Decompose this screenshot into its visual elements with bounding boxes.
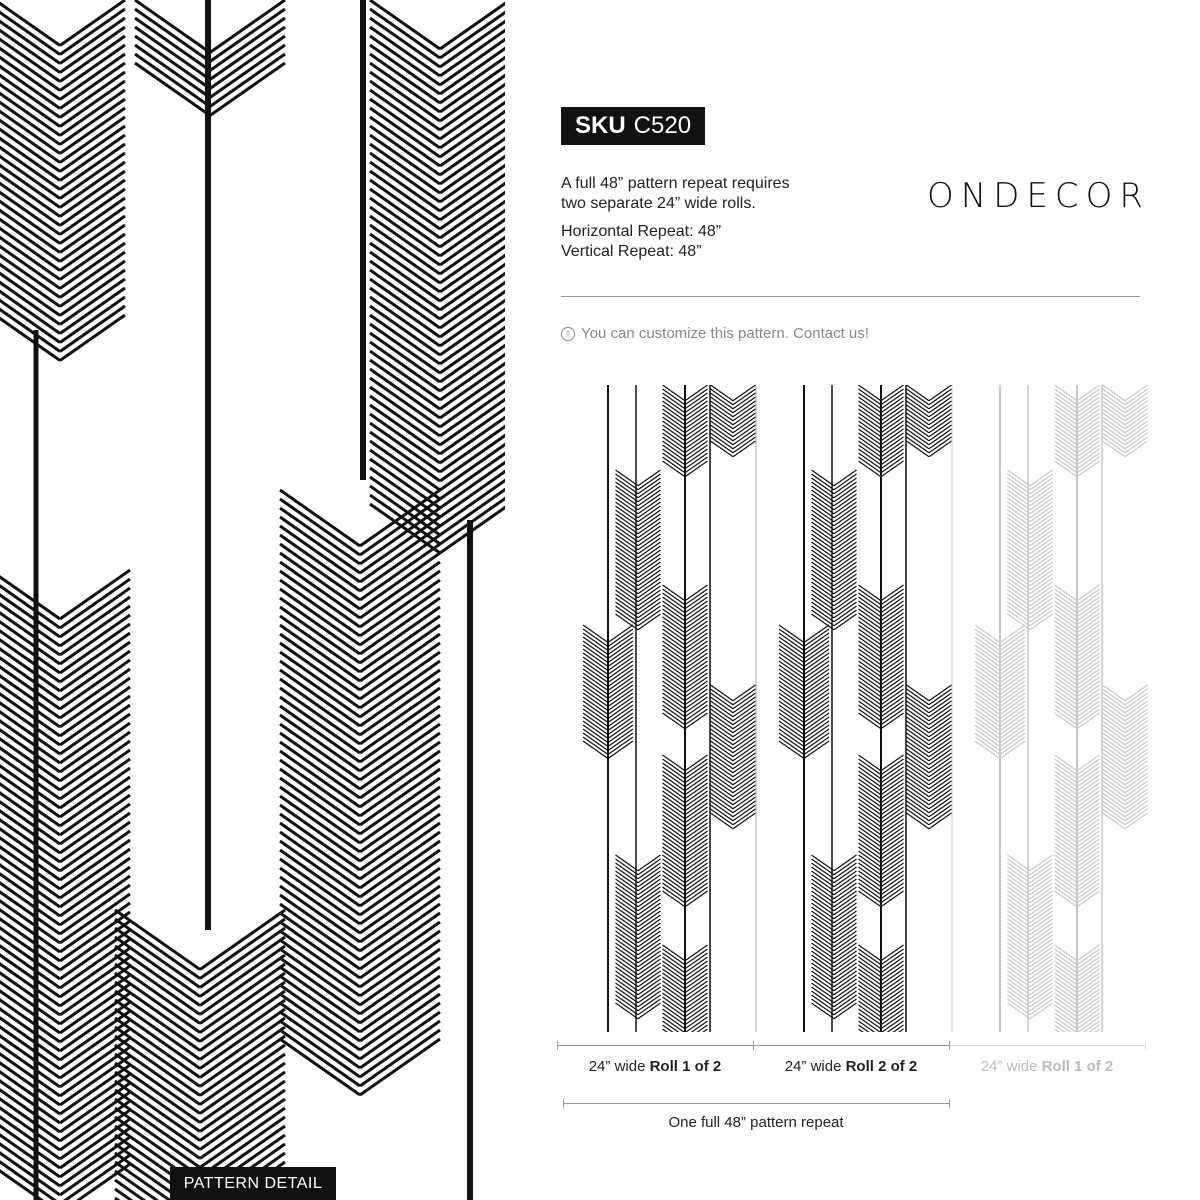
customize-note[interactable] bbox=[561, 325, 869, 342]
herringbone-feather bbox=[711, 685, 756, 829]
roll-label-2 bbox=[753, 1058, 949, 1075]
herringbone-feather bbox=[907, 685, 952, 829]
vertical-repeat: Vertical Repeat: 48” bbox=[561, 243, 702, 260]
roll-measure-line-1 bbox=[557, 1045, 753, 1046]
herringbone-feather bbox=[0, 570, 130, 1200]
repeat-tick bbox=[949, 1099, 950, 1108]
herringbone-feather bbox=[907, 385, 952, 457]
horizontal-repeat: Horizontal Repeat: 48” bbox=[561, 223, 722, 240]
roll-3-name: Roll 1 of 2 bbox=[1041, 1058, 1114, 1075]
roll-label-3 bbox=[949, 1058, 1145, 1075]
full-repeat-line bbox=[563, 1103, 949, 1104]
repeat-description bbox=[561, 174, 790, 270]
pattern-detail-image bbox=[0, 0, 505, 1200]
roll-measure-line-3 bbox=[949, 1045, 1145, 1046]
full-repeat-label: One full 48” pattern repeat bbox=[668, 1114, 844, 1131]
herringbone-feather bbox=[115, 910, 285, 1200]
description-line-2: two separate 24” wide rolls. bbox=[561, 195, 756, 212]
herringbone-feather bbox=[812, 470, 857, 630]
herringbone-feather bbox=[1103, 685, 1148, 829]
roll-1-prefix: 24” wide bbox=[588, 1058, 646, 1075]
repeat-dimensions bbox=[561, 222, 790, 262]
sku-code: C520 bbox=[633, 112, 692, 139]
repeat-tick bbox=[563, 1099, 564, 1108]
herringbone-feather bbox=[280, 490, 440, 1095]
divider bbox=[561, 296, 1140, 297]
herringbone-feather bbox=[1008, 855, 1053, 1019]
sku-badge bbox=[561, 107, 705, 145]
herringbone-feather bbox=[616, 470, 661, 630]
description-line-1: A full 48” pattern repeat requires bbox=[561, 175, 790, 192]
roll-preview bbox=[560, 385, 1148, 1032]
roll-requirement bbox=[561, 174, 790, 214]
herringbone-feather bbox=[616, 855, 661, 1019]
info-circle-icon: ! bbox=[561, 327, 575, 341]
roll-measure-line-2 bbox=[753, 1045, 949, 1046]
brand-logo: ONDECOR bbox=[927, 176, 1150, 216]
pattern-detail-svg bbox=[0, 0, 505, 1200]
roll-2-name: Roll 2 of 2 bbox=[845, 1058, 918, 1075]
roll-2-prefix: 24” wide bbox=[784, 1058, 842, 1075]
measure-tick bbox=[557, 1041, 558, 1050]
pattern-detail-badge: PATTERN DETAIL bbox=[170, 1167, 336, 1200]
sku-label: SKU bbox=[575, 112, 626, 139]
herringbone-feather bbox=[0, 0, 125, 361]
customize-note-text: You can customize this pattern. Contact us! bbox=[581, 325, 869, 342]
measure-tick bbox=[1145, 1041, 1146, 1050]
measure-tick bbox=[949, 1041, 950, 1050]
herringbone-feather bbox=[1008, 470, 1053, 630]
roll-preview-svg bbox=[560, 385, 1148, 1032]
measure-tick bbox=[753, 1041, 754, 1050]
herringbone-feather bbox=[711, 385, 756, 457]
roll-1-name: Roll 1 of 2 bbox=[649, 1058, 722, 1075]
herringbone-feather bbox=[1103, 385, 1148, 457]
roll-3-prefix: 24” wide bbox=[980, 1058, 1038, 1075]
roll-label-1 bbox=[557, 1058, 753, 1075]
herringbone-feather bbox=[812, 855, 857, 1019]
herringbone-feather bbox=[370, 0, 505, 553]
